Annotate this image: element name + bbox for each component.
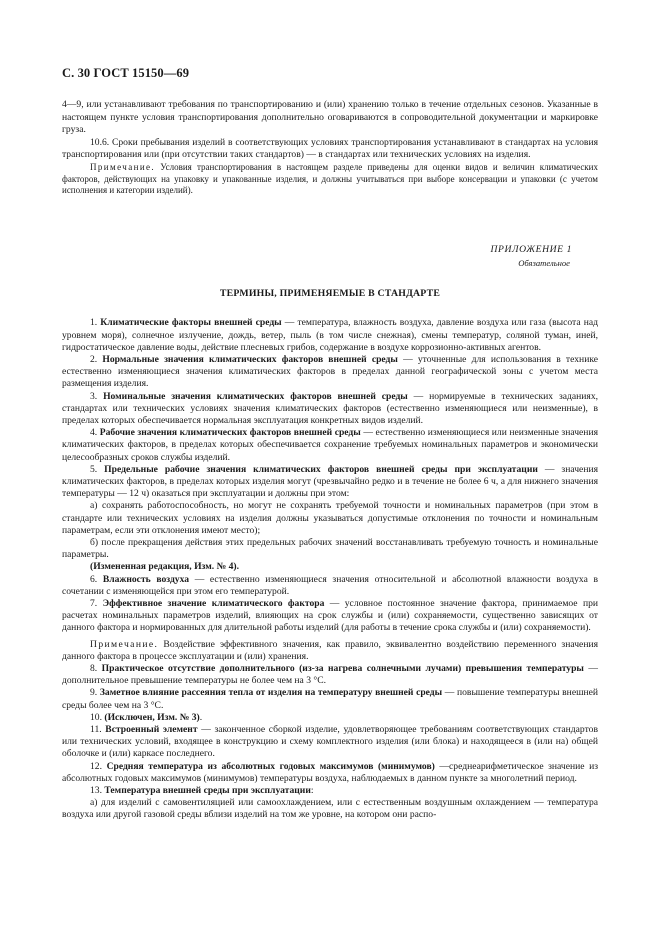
appendix-label: ПРИЛОЖЕНИЕ 1 bbox=[490, 243, 572, 255]
term-name: (Исключен, Изм. № 3) bbox=[104, 711, 200, 723]
term-name: Средняя температура из абсолютных годовых максимумов (минимумов) bbox=[106, 760, 435, 772]
term-name: Нормальные значения климатических факторов внешней среды bbox=[102, 353, 398, 365]
section-title: ТЕРМИНЫ, ПРИМЕНЯЕМЫЕ В СТАНДАРТЕ bbox=[219, 288, 441, 300]
term-definition: — законченное сборкой изделие, удовлетворяющее требованиям соответствующих стандартов или технических условий, входящее в конструкцию и схему комплектного изделия (или блока) и находящееся в (или на) общей оболочке и (или) каркасе последнего. bbox=[62, 724, 598, 760]
term-number: 9. bbox=[90, 687, 100, 699]
term-definition: — нормируемые в технических заданиях, стандартах или технических условиях значения климатических факторов (естественно изменяющиеся или неизменные), в пределах которых обеспечивается нормальная эксплуатация конкретных видов изделий. bbox=[62, 390, 599, 426]
term-definition: — значения климатических факторов, в пределах которых изделия могут (чрезвычайно редко и в течение не более 6 ч, а для нижнего значения температуры — 12 ч) оказаться при эксплуатации и должны при этом: bbox=[62, 463, 598, 500]
term-definition: — естественно изменяющиеся или неизменные значения климатических факторов, в пределах которых обеспечивается сохранение требуемых номинальных параметров и экономически целесообразных сроков службы изделий. bbox=[62, 427, 598, 463]
note-text: Воздействие эффективного значения, как правило, эквивалентно воздействию переменного значения данного фактора в процессе эксплуатации и (или) хранения. bbox=[62, 638, 598, 662]
term-name: Встроенный элемент bbox=[105, 724, 198, 736]
term-number: 8. bbox=[90, 663, 102, 675]
term-name: Температура внешней среды при эксплуатации bbox=[104, 785, 311, 797]
sub-item-b: б) после прекращения действия этих предельных рабочих значений восстанавливать требуемую точность и номинальные параметры. bbox=[62, 537, 598, 561]
sub-item-a: а) сохранять работоспособность, но могут не сохранять требуемой точности и номинальных параметров (при этом в стандарте или технических условиях на изделия должны указываться допустимые отклонения по точности и номинальным параметрам, если эти отклонения имеют место); bbox=[62, 500, 598, 536]
term-number: 10. bbox=[90, 711, 105, 723]
term-item bbox=[62, 464, 598, 501]
term-item bbox=[62, 712, 598, 724]
term-number: 5. bbox=[90, 463, 105, 475]
term-item bbox=[62, 317, 598, 354]
term-definition: — температура, влажность воздуха, давление воздуха или газа (высота над уровнем моря), солнечное излучение, дождь, ветер, пыль (в том числе снежная), смены температур, соляной туман, иней, гидростатическое давление воды, действие плесневых грибов, содержание в воздухе коррозионно-активных агентов. bbox=[62, 317, 598, 353]
term-number: 6. bbox=[90, 573, 103, 585]
term-definition: — естественно изменяющиеся значения относительной и абсолютной влажности воздуха в сочетании с изменяющейся при этом его температурой. bbox=[62, 573, 599, 597]
change-note-text: (Измененная редакция, Изм. № 4). bbox=[90, 561, 240, 573]
paragraph: 10.6. Сроки пребывания изделий в соответствующих условиях транспортирования устанавливают в стандартах на условия транспортирования или (при отсутствии таких стандартов) — в стандартах или технических условиях на изделия. bbox=[62, 136, 598, 161]
term-item bbox=[62, 391, 598, 428]
term-number: 1. bbox=[90, 317, 101, 329]
term-number: 4. bbox=[90, 427, 100, 439]
term-number: 3. bbox=[90, 390, 104, 402]
note-label: Примечание. bbox=[90, 638, 159, 650]
term-name: Рабочие значения климатических факторов внешней среды bbox=[99, 427, 361, 439]
term-number: 13. bbox=[90, 785, 105, 797]
paragraph: 4—9, или устанавливают требования по транспортированию и (или) хранению только в течение отдельных сезонов. Указанные в настоящем пункте условия транспортирования дополнительно оговариваются в сопроводительной документации и маркировке груза. bbox=[62, 99, 598, 136]
note bbox=[62, 639, 598, 663]
term-item bbox=[62, 785, 598, 797]
term-item bbox=[62, 761, 598, 785]
term-item bbox=[62, 427, 598, 464]
note-label: Примечание. bbox=[90, 161, 156, 172]
term-name: Эффективное значение климатического фактора bbox=[102, 598, 325, 610]
term-definition: —среднеарифметическое значение из абсолютных годовых максимумов (минимумов) температуры воздуха, наблюдаемых в данном пункте за многолетний период. bbox=[62, 760, 599, 784]
term-name: Предельные рабочие значения климатических факторов внешней среды при эксплуатации bbox=[104, 463, 538, 475]
term-name: Климатические факторы внешней среды bbox=[100, 317, 282, 329]
term-number: 12. bbox=[90, 760, 107, 772]
term-definition: . bbox=[199, 711, 203, 723]
term-item bbox=[62, 354, 598, 391]
term-item bbox=[62, 724, 598, 761]
term-item bbox=[62, 574, 598, 598]
term-number: 11. bbox=[90, 724, 106, 736]
term-name: Заметное влияние рассеяния тепла от изделия на температуру внешней среды bbox=[99, 687, 443, 699]
page-body bbox=[62, 99, 598, 822]
term-number: 2. bbox=[90, 353, 103, 365]
page-header: С. 30 ГОСТ 15150—69 bbox=[62, 66, 190, 80]
term-item bbox=[62, 598, 598, 635]
term-definition: — дополнительное превышение температуры не более чем на 3 °С. bbox=[62, 663, 598, 687]
term-item bbox=[62, 663, 598, 687]
term-definition: : bbox=[310, 785, 314, 797]
appendix-status: Обязательное bbox=[518, 257, 570, 268]
term-number: 7. bbox=[90, 598, 103, 610]
sub-item-a: а) для изделий с самовентиляцией или самоохлаждением, или с естественным воздушным охлаждением — температура воздуха или другой газовой среды вблизи изделий на том же уровне, на котором они распо- bbox=[62, 797, 598, 821]
term-definition: — условное постоянное значение фактора, принимаемое при расчетах номинальных параметров изделий, влияющих на срок службы и (или) сохраняемости, существенно зависящих от данного фактора и нормированных для длительной работы изделий (для работы в течение срока службы и (или) сохраняемости). bbox=[62, 598, 599, 634]
term-name: Практическое отсутствие дополнительного (из-за нагрева солнечными лучами) превышения температуры bbox=[101, 663, 584, 675]
term-item bbox=[62, 687, 598, 711]
note bbox=[62, 162, 598, 197]
change-note bbox=[62, 561, 598, 573]
term-definition: — уточненные для использования в технике естественно изменяющиеся значения климатических факторов в пределах данной географической зоны с учетом места размещения изделия. bbox=[62, 353, 599, 390]
note-text: Условия транспортирования в настоящем разделе приведены для оценки видов и величин климатических факторов, действующих на упаковку и упакованные изделия, и должны учитываться при выборе консервации и упаковки (с учетом исполнения и категории изделий). bbox=[62, 161, 598, 196]
term-definition: — повышение температуры внешней среды более чем на 3 °С. bbox=[62, 687, 598, 711]
term-name: Влажность воздуха bbox=[102, 573, 190, 585]
term-name: Номинальные значения климатических факторов внешней среды bbox=[103, 390, 408, 402]
